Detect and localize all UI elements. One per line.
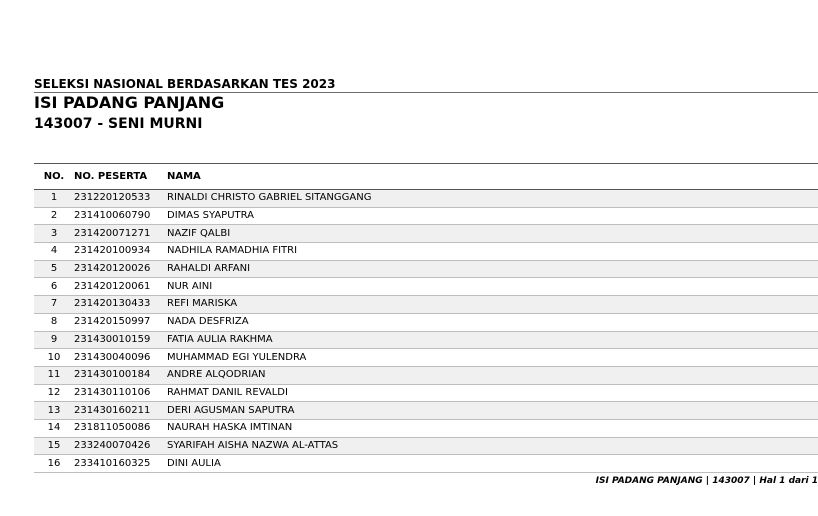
column-header-nama: NAMA: [167, 164, 818, 190]
table-row: [34, 366, 818, 384]
row-number: 6: [34, 278, 74, 296]
participant-number: 231420130433: [74, 296, 167, 314]
table-row: [34, 402, 818, 420]
table-row: [34, 384, 818, 402]
table-header: [34, 164, 818, 190]
participant-name: ANDRE ALQODRIAN: [167, 366, 818, 384]
row-number: 1: [34, 190, 74, 208]
participant-number: 231811050086: [74, 419, 167, 437]
table-row: [34, 349, 818, 367]
participant-number: 233240070426: [74, 437, 167, 455]
row-number: 10: [34, 349, 74, 367]
table-row: [34, 331, 818, 349]
table-row: [34, 419, 818, 437]
participant-name: DIMAS SYAPUTRA: [167, 207, 818, 225]
row-number: 14: [34, 419, 74, 437]
row-number: 2: [34, 207, 74, 225]
row-number: 3: [34, 225, 74, 243]
row-number: 7: [34, 296, 74, 314]
column-header-no: NO.: [34, 164, 74, 190]
participant-name: NAURAH HASKA IMTINAN: [167, 419, 818, 437]
column-header-peserta: NO. PESERTA: [74, 164, 167, 190]
participants-table: [34, 163, 818, 473]
participant-name: NADHILA RAMADHIA FITRI: [167, 243, 818, 261]
participant-number: 231430160211: [74, 402, 167, 420]
participant-name: REFI MARISKA: [167, 296, 818, 314]
participant-number: 233410160325: [74, 455, 167, 473]
participant-number: 231420120026: [74, 260, 167, 278]
row-number: 15: [34, 437, 74, 455]
table-row: [34, 455, 818, 473]
participant-number: 231430040096: [74, 349, 167, 367]
participant-number: 231430010159: [74, 331, 167, 349]
row-number: 16: [34, 455, 74, 473]
participant-name: FATIA AULIA RAKHMA: [167, 331, 818, 349]
participant-name: RAHMAT DANIL REVALDI: [167, 384, 818, 402]
participant-number: 231410060790: [74, 207, 167, 225]
row-number: 5: [34, 260, 74, 278]
participants-table-container: [34, 163, 818, 473]
participant-number: 231430100184: [74, 366, 167, 384]
document-header: [34, 76, 818, 133]
participant-name: NAZIF QALBI: [167, 225, 818, 243]
table-row: [34, 260, 818, 278]
participant-name: NUR AINI: [167, 278, 818, 296]
table-header-row: [34, 164, 818, 190]
program-title: 143007 - SENI MURNI: [34, 116, 203, 132]
participant-name: DINI AULIA: [167, 455, 818, 473]
participant-name: DERI AGUSMAN SAPUTRA: [167, 402, 818, 420]
participant-name: NADA DESFRIZA: [167, 313, 818, 331]
participant-number: 231430110106: [74, 384, 167, 402]
institution-title: ISI PADANG PANJANG: [34, 93, 225, 112]
row-number: 12: [34, 384, 74, 402]
row-number: 11: [34, 366, 74, 384]
participant-number: 231420071271: [74, 225, 167, 243]
table-row: [34, 437, 818, 455]
table-row: [34, 207, 818, 225]
table-row: [34, 243, 818, 261]
table-row: [34, 225, 818, 243]
participant-name: RAHALDI ARFANI: [167, 260, 818, 278]
participant-name: SYARIFAH AISHA NAZWA AL-ATTAS: [167, 437, 818, 455]
participant-name: RINALDI CHRISTO GABRIEL SITANGGANG: [167, 190, 818, 208]
table-body: [34, 190, 818, 473]
table-row: [34, 313, 818, 331]
table-row: [34, 190, 818, 208]
participant-number: 231420120061: [74, 278, 167, 296]
row-number: 9: [34, 331, 74, 349]
participant-number: 231420100934: [74, 243, 167, 261]
table-row: [34, 296, 818, 314]
participant-number: 231220120533: [74, 190, 167, 208]
row-number: 8: [34, 313, 74, 331]
participant-name: MUHAMMAD EGI YULENDRA: [167, 349, 818, 367]
page-footer: ISI PADANG PANJANG | 143007 | Hal 1 dari 1: [595, 476, 818, 486]
table-row: [34, 278, 818, 296]
selection-title: SELEKSI NASIONAL BERDASARKAN TES 2023: [34, 77, 336, 91]
row-number: 4: [34, 243, 74, 261]
row-number: 13: [34, 402, 74, 420]
participant-number: 231420150997: [74, 313, 167, 331]
